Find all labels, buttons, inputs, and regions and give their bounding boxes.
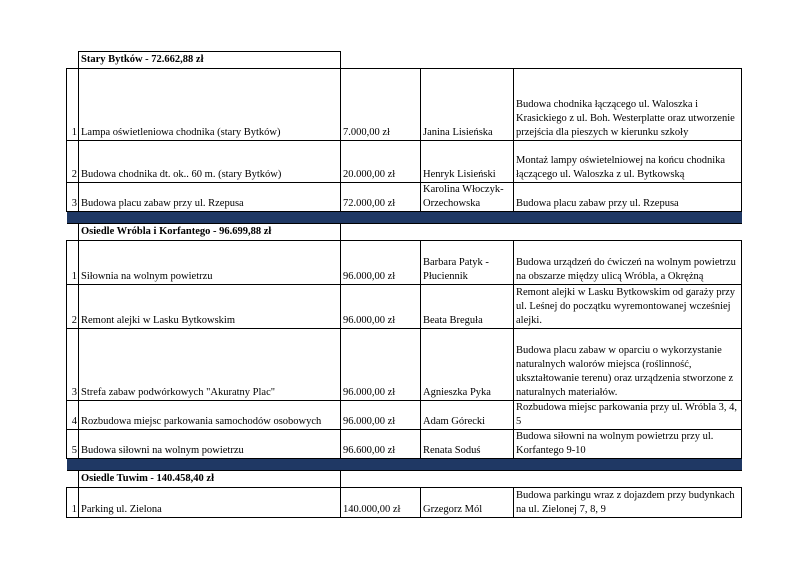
row-number: 1 <box>67 488 79 518</box>
project-name: Strefa zabaw podwórkowych "Akuratny Plac" <box>79 329 341 401</box>
project-amount: 7.000,00 zł <box>341 69 421 141</box>
section-separator-band <box>67 212 742 224</box>
project-name: Siłownia na wolnym powietrzu <box>79 241 341 285</box>
project-name: Parking ul. Zielona <box>79 488 341 518</box>
project-description: Budowa chodnika łączącego ul. Waloszka i Krasickiego z ul. Boh. Westerplatte oraz utworzenie przejścia dla pieszych w kierunku szkoły <box>514 69 742 141</box>
projects-table <box>66 51 742 518</box>
project-description: Budowa urządzeń do ćwiczeń na wolnym powietrzu na obszarze między ulicą Wróbla, a Okrężną <box>514 241 742 285</box>
project-author: Henryk Lisieński <box>421 141 514 183</box>
project-name: Budowa siłowni na wolnym powietrzu <box>79 430 341 459</box>
project-description: Montaż lampy oświetelniowej na końcu chodnika łączącego ul. Waloszka z ul. Bytkowską <box>514 141 742 183</box>
project-name: Remont alejki w Lasku Bytkowskim <box>79 285 341 329</box>
row-number: 2 <box>67 141 79 183</box>
row-number: 1 <box>67 241 79 285</box>
row-number: 1 <box>67 69 79 141</box>
section-header-row <box>67 471 742 488</box>
project-description: Remont alejki w Lasku Bytkowskim od garaży przy ul. Leśnej do początku wyremontowanej wcześniej alejki. <box>514 285 742 329</box>
separator-fill <box>67 459 742 471</box>
header-blank-cell <box>514 52 742 69</box>
project-amount: 96.000,00 zł <box>341 241 421 285</box>
project-name: Budowa chodnika dt. ok.. 60 m. (stary Bytków) <box>79 141 341 183</box>
project-description: Budowa placu zabaw w oparciu o wykorzystanie naturalnych walorów miejsca (roślinność, ukształtowanie terenu) oraz urządzenia stworzone z naturalnych materiałów. <box>514 329 742 401</box>
project-author: Beata Breguła <box>421 285 514 329</box>
row-number: 3 <box>67 329 79 401</box>
table-row <box>67 69 742 141</box>
header-blank-cell <box>341 224 421 241</box>
project-description: Budowa placu zabaw przy ul. Rzepusa <box>514 183 742 212</box>
row-number: 4 <box>67 401 79 430</box>
project-description: Budowa siłowni na wolnym powietrzu przy ul. Korfantego 9-10 <box>514 430 742 459</box>
header-blank-cell <box>514 471 742 488</box>
project-author: Barbara Patyk - Płuciennik <box>421 241 514 285</box>
table-row <box>67 183 742 212</box>
header-blank-cell <box>421 224 514 241</box>
table-row <box>67 141 742 183</box>
table-row <box>67 241 742 285</box>
project-amount: 96.000,00 zł <box>341 329 421 401</box>
budget-sheet <box>66 51 741 518</box>
row-number: 2 <box>67 285 79 329</box>
header-blank-cell <box>67 52 79 69</box>
table-row <box>67 488 742 518</box>
section-header-row <box>67 224 742 241</box>
section-title: Stary Bytków - 72.662,88 zł <box>79 52 341 69</box>
project-name: Rozbudowa miejsc parkowania samochodów osobowych <box>79 401 341 430</box>
section-header-row <box>67 52 742 69</box>
project-description: Rozbudowa miejsc parkowania przy ul. Wróbla 3, 4, 5 <box>514 401 742 430</box>
project-amount: 96.000,00 zł <box>341 285 421 329</box>
project-amount: 96.000,00 zł <box>341 401 421 430</box>
header-blank-cell <box>421 471 514 488</box>
project-author: Adam Górecki <box>421 401 514 430</box>
row-number: 5 <box>67 430 79 459</box>
separator-fill <box>67 212 742 224</box>
project-amount: 72.000,00 zł <box>341 183 421 212</box>
section-title: Osiedle Tuwim - 140.458,40 zł <box>79 471 341 488</box>
section-separator-band <box>67 459 742 471</box>
header-blank-cell <box>514 224 742 241</box>
project-amount: 140.000,00 zł <box>341 488 421 518</box>
header-blank-cell <box>341 471 421 488</box>
header-blank-cell <box>341 52 421 69</box>
project-name: Budowa placu zabaw przy ul. Rzepusa <box>79 183 341 212</box>
project-author: Renata Soduś <box>421 430 514 459</box>
project-author: Karolina Włoczyk-Orzechowska <box>421 183 514 212</box>
project-amount: 20.000,00 zł <box>341 141 421 183</box>
section-title: Osiedle Wróbla i Korfantego - 96.699,88 zł <box>79 224 341 241</box>
project-description: Budowa parkingu wraz z dojazdem przy budynkach na ul. Zielonej 7, 8, 9 <box>514 488 742 518</box>
table-row <box>67 401 742 430</box>
header-blank-cell <box>421 52 514 69</box>
row-number: 3 <box>67 183 79 212</box>
table-row <box>67 329 742 401</box>
table-row <box>67 285 742 329</box>
project-amount: 96.600,00 zł <box>341 430 421 459</box>
project-name: Lampa oświetleniowa chodnika (stary Bytków) <box>79 69 341 141</box>
project-author: Agnieszka Pyka <box>421 329 514 401</box>
project-author: Janina Lisieńska <box>421 69 514 141</box>
project-author: Grzegorz Mól <box>421 488 514 518</box>
header-blank-cell <box>67 224 79 241</box>
header-blank-cell <box>67 471 79 488</box>
table-row <box>67 430 742 459</box>
